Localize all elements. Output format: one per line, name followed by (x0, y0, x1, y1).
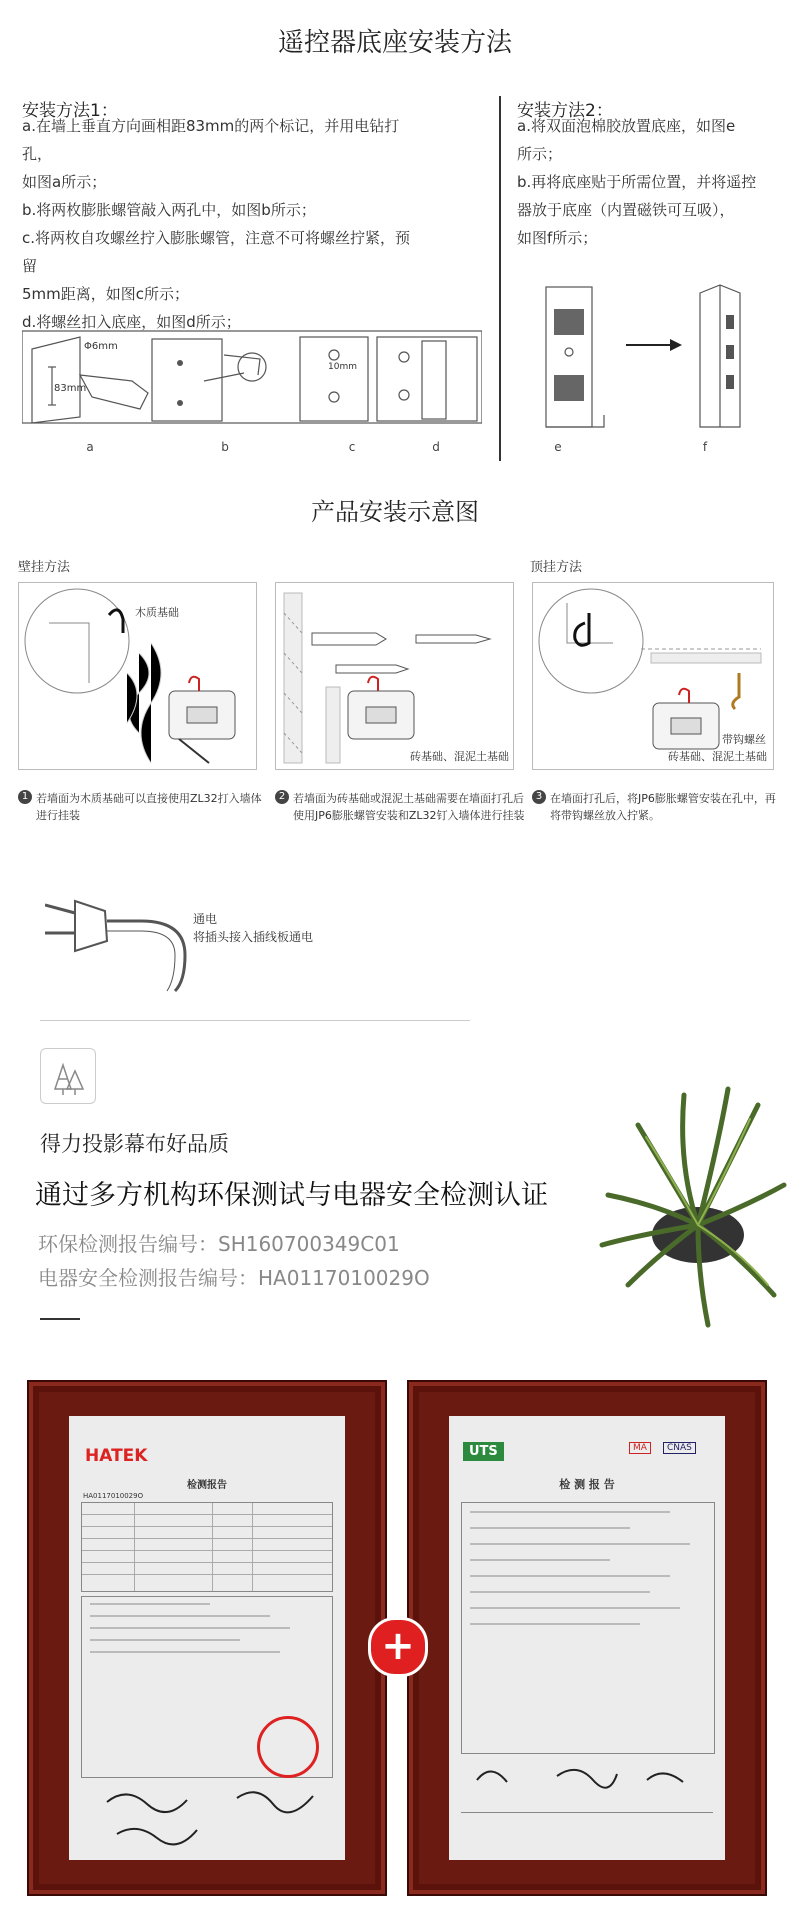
signature-image (87, 1782, 327, 1852)
quality-subtitle: 得力投影幕布好品质 (40, 1132, 229, 1156)
accent-underline (40, 1318, 80, 1320)
brick-wall-illustration (276, 583, 513, 769)
ceiling-method-label: 顶挂方法 (530, 560, 583, 575)
quality-headline: 通过多方机构环保测试与电器安全检测认证 (35, 1180, 548, 1211)
fig-label-a: a (86, 440, 94, 454)
certificate-frame-right (407, 1380, 767, 1896)
method1-line: 如图a所示； (22, 173, 107, 191)
figure-b (152, 339, 266, 421)
red-seal-icon (257, 1716, 319, 1778)
figure-c (300, 337, 368, 421)
method1-line: 5mm距离，如图c所示； (22, 285, 190, 303)
fig-label-b: b (221, 440, 229, 454)
cnas-badge: CNAS (663, 1442, 696, 1454)
note-number: 2 (275, 790, 289, 804)
wood-base-tag: 木质基础 (135, 606, 179, 619)
method1-line: b.将两枚膨胀螺管敲入两孔中，如图b所示； (22, 201, 316, 219)
note-number: 1 (18, 790, 32, 804)
hatek-logo: HATEK (85, 1446, 148, 1466)
certificate-paper-right (449, 1416, 725, 1860)
fig-label-d: d (432, 440, 440, 454)
column-divider (499, 96, 501, 461)
certificate-paper-left (69, 1416, 345, 1860)
certificate-footer-right (461, 1812, 713, 1847)
power-title: 通电 (193, 912, 218, 926)
brick-base-tag: 砖基础、混泥土基础 (410, 750, 509, 763)
plus-icon: + (368, 1617, 428, 1677)
ceiling-base-tag: 砖基础、混泥土基础 (668, 750, 767, 763)
note-text: 在墙面打孔后，将JP6膨胀螺管安装在孔中，再将带钩螺丝放入拧紧。 (550, 792, 776, 822)
distance-annotation: 83mm (54, 383, 87, 394)
remote-base-title: 遥控器底座安装方法 (277, 28, 512, 58)
eco-icon (40, 1048, 96, 1104)
hook-screw-tag: 带钩螺丝 (722, 733, 766, 746)
ma-badge: MA (629, 1442, 651, 1454)
diameter-annotation: Φ6mm (84, 341, 118, 352)
eco-report-number: 环保检测报告编号：SH160700349C01 (38, 1232, 400, 1256)
note-number: 3 (532, 790, 546, 804)
uts-logo: UTS (463, 1442, 504, 1461)
gap-annotation: 10mm (328, 362, 357, 372)
method2-line: 器放于底座（内置磁铁可互吸）， (517, 201, 735, 219)
figure-f (700, 285, 740, 427)
section-divider (40, 1020, 470, 1021)
power-text: 将插头接入插线板通电 (193, 930, 314, 944)
method1-text (22, 112, 422, 336)
note-1 (18, 790, 263, 824)
method2-line: a.将双面泡棉胶放置底座，如图e (517, 117, 736, 135)
fig-label-e: e (554, 440, 562, 454)
arrow-icon (626, 339, 682, 351)
note-2 (275, 790, 525, 824)
method1-line: d.将螺丝扣入底座，如图d所示； (22, 313, 241, 331)
method2-line: b.再将底座贴于所需位置，并将遥控 (517, 173, 757, 191)
fig-label-f: f (702, 440, 708, 454)
method1-title: 安装方法1： (22, 101, 118, 121)
signature-image-right (467, 1756, 707, 1806)
certificate-report-no: HA0117010029O (83, 1492, 144, 1500)
certificate-frame-left (27, 1380, 387, 1896)
note-text: 若墙面为木质基础可以直接使用ZL32打入墙体进行挂装 (36, 792, 262, 822)
method2-line: 所示； (517, 145, 563, 163)
figure-e (546, 287, 604, 427)
wall-method-label: 壁挂方法 (18, 560, 71, 575)
method2-line: 如图f所示； (517, 229, 598, 247)
fig-label-c: c (348, 440, 356, 454)
method2-title: 安装方法2： (517, 101, 613, 121)
note-text: 若墙面为砖基础或混泥土基础需要在墙面打孔后使用JP6膨胀螺管安装和ZL32钉入墙体进行挂装 (293, 792, 525, 822)
wall-brick-panel (275, 582, 514, 770)
certificate-body-right (461, 1502, 715, 1754)
certificate-table (81, 1502, 333, 1592)
method1-line: a.在墙上垂直方向画相距83mm的两个标记，并用电钻打孔， (22, 117, 400, 163)
method1-line: c.将两枚自攻螺丝拧入膨胀螺管，注意不可将螺丝拧紧，预留 (22, 229, 411, 275)
safety-report-number: 电器安全检测报告编号：HA0117010029O (38, 1266, 430, 1290)
method2-text (517, 112, 777, 252)
plant-image (598, 1085, 788, 1345)
install-diagram-title: 产品安装示意图 (311, 498, 479, 526)
figure-d (377, 337, 477, 421)
power-plug-icon (45, 895, 205, 995)
certificate-title-left: 检测报告 (187, 1480, 227, 1491)
note-3 (532, 790, 777, 824)
install-figures-ef (530, 275, 770, 440)
certificate-title-right: 检 测 报 告 (559, 1478, 615, 1491)
